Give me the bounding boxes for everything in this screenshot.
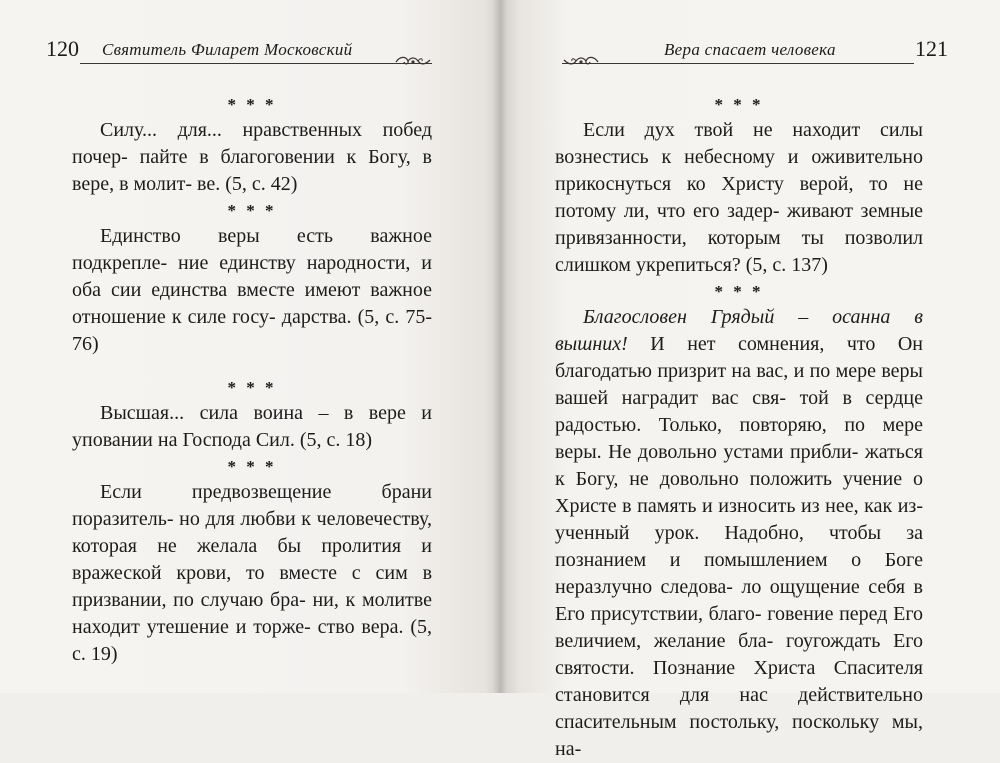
running-title-left: Святитель Филарет Московский — [102, 40, 353, 59]
paragraph-left-2: Единство веры есть важное подкрепле- ние единству народности, и оба сии единства вместе имеют важное отношение к силе госу- дарства. (5, с. 75-76) — [72, 225, 432, 355]
section-separator: * * * — [227, 95, 277, 114]
left-page — [0, 0, 500, 693]
section-separator: * * * — [714, 282, 764, 301]
left-running-head — [46, 26, 432, 70]
paragraph-left-4: Если предвозвещение брани поразитель- но для любви к человечеству, которая не желала бы пролития и вражеской крови, то вместе с сим в призвании, по случаю бра- ни, к молитве находит утешение и торже- ство вера. (5, с. 19) — [72, 481, 433, 665]
page-number-left: 120 — [46, 36, 79, 61]
section-separator: * * * — [227, 201, 277, 220]
running-title-right: Вера спасает человека — [664, 40, 836, 59]
flourish-ornament-icon — [562, 53, 600, 69]
paragraph-left-3: Высшая... сила воина – в вере и уповании на Господа Сил. (5, с. 18) — [72, 402, 432, 451]
right-page-body — [555, 92, 923, 763]
header-rule-left — [80, 63, 432, 64]
paragraph-left-1: Силу... для... нравственных побед почер- пайте в благоговении к Богу, в вере, в молит- ве. (5, с. 42) — [72, 119, 432, 195]
left-page-body — [72, 92, 432, 668]
section-separator: * * * — [714, 95, 764, 114]
right-running-head — [562, 26, 948, 70]
section-separator: * * * — [227, 378, 277, 397]
italic-quote: Благословен Грядый – осанна в вышних! — [555, 306, 923, 355]
flourish-ornament-icon — [394, 53, 432, 69]
section-separator: * * * — [227, 457, 277, 476]
header-rule-right — [562, 63, 914, 64]
book-gutter — [493, 0, 507, 693]
paragraph-right-1: Если дух твой не находит силы вознестись к небесному и оживительно прикоснуться ко Христу верой, то не потому ли, что его задер- живают земные привязанности, которым ты позволил слишком укрепиться? (5, с. 137) — [555, 119, 924, 276]
page-number-right: 121 — [915, 36, 948, 61]
right-page — [500, 0, 1000, 760]
paragraph-right-2: Благословен Грядый – осанна в вышних! И нет сомнения, что Он благодатью призрит на вас, и по мере веры вашей наградит вас свя- той в сердце радостью. Только, повторяю, по мере веры. Не довольно устами прибли- жаться к Богу, не довольно положить учение о Христе в память и износить из нее, как из- ученный урок. Надобно, чтобы за познанием и помышлением о Боге неразлучно следова- ло ощущение себя в Его присутствии, благо- говение перед Его величием, желание бла- гоугождать Его святости. Познание Христа Спасителя становится для нас действительно спасительным постольку, поскольку мы, на- — [555, 306, 924, 760]
